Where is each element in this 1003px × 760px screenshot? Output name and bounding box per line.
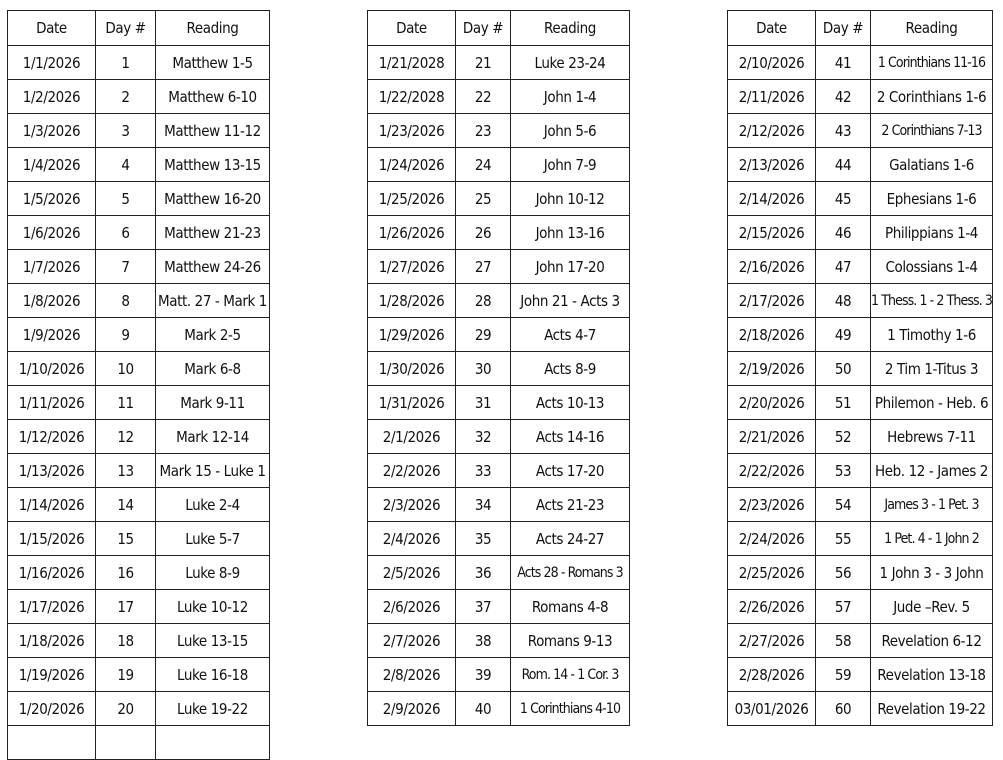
reading-cell: Heb. 12 - James 2	[871, 454, 993, 488]
day-cell: 16	[96, 556, 156, 590]
table-row	[368, 624, 630, 658]
reading-cell: Hebrews 7-11	[871, 420, 993, 454]
table-row	[8, 692, 270, 726]
date-cell: 2/9/2026	[368, 692, 456, 726]
table-row	[368, 216, 630, 250]
day-header: Day #	[816, 11, 871, 46]
day-cell: 18	[96, 624, 156, 658]
header-row	[368, 11, 630, 46]
day-cell: 34	[456, 488, 511, 522]
date-cell: 2/4/2026	[368, 522, 456, 556]
table-row	[368, 488, 630, 522]
table-row	[728, 590, 993, 624]
day-cell: 3	[96, 114, 156, 148]
day-cell: 40	[456, 692, 511, 726]
reading-header: Reading	[511, 11, 630, 46]
date-cell: 2/18/2026	[728, 318, 816, 352]
reading-cell: Matthew 16-20	[156, 182, 270, 216]
date-cell: 1/2/2026	[8, 80, 96, 114]
date-cell: 2/17/2026	[728, 284, 816, 318]
table-row	[8, 46, 270, 80]
table-row	[728, 624, 993, 658]
day-cell: 45	[816, 182, 871, 216]
day-header: Day #	[96, 11, 156, 46]
reading-cell: Luke 23-24	[511, 46, 630, 80]
reading-cell: Revelation 19-22	[871, 692, 993, 726]
reading-cell: Luke 16-18	[156, 658, 270, 692]
table-row	[368, 318, 630, 352]
reading-cell: Philippians 1-4	[871, 216, 993, 250]
reading-cell: 1 Timothy 1-6	[871, 318, 993, 352]
table-row	[728, 556, 993, 590]
date-cell: 2/24/2026	[728, 522, 816, 556]
day-cell: 33	[456, 454, 511, 488]
table-row	[8, 114, 270, 148]
day-header: Day #	[456, 11, 511, 46]
header-row	[728, 11, 993, 46]
day-cell: 35	[456, 522, 511, 556]
date-cell: 1/23/2026	[368, 114, 456, 148]
date-cell: 2/1/2026	[368, 420, 456, 454]
date-cell: 2/21/2026	[728, 420, 816, 454]
date-cell: 2/27/2026	[728, 624, 816, 658]
reading-cell: Jude –Rev. 5	[871, 590, 993, 624]
reading-cell: Ephesians 1-6	[871, 182, 993, 216]
table-row	[728, 386, 993, 420]
date-cell: 2/7/2026	[368, 624, 456, 658]
reading-cell: John 17-20	[511, 250, 630, 284]
reading-cell: John 10-12	[511, 182, 630, 216]
date-cell: 2/3/2026	[368, 488, 456, 522]
table-row	[728, 658, 993, 692]
date-cell: 1/26/2026	[368, 216, 456, 250]
table-row	[8, 658, 270, 692]
day-cell: 38	[456, 624, 511, 658]
date-cell: 03/01/2026	[728, 692, 816, 726]
day-cell: 39	[456, 658, 511, 692]
table-row	[8, 80, 270, 114]
table-row	[368, 590, 630, 624]
day-cell: 24	[456, 148, 511, 182]
date-cell: 2/23/2026	[728, 488, 816, 522]
day-cell: 58	[816, 624, 871, 658]
reading-cell: Acts 24-27	[511, 522, 630, 556]
reading-cell: John 21 - Acts 3	[511, 284, 630, 318]
day-cell: 57	[816, 590, 871, 624]
day-cell: 30	[456, 352, 511, 386]
reading-cell: 1 Corinthians 11-16	[871, 46, 993, 80]
day-cell: 46	[816, 216, 871, 250]
day-cell: 4	[96, 148, 156, 182]
date-cell: 1/19/2026	[8, 658, 96, 692]
date-cell: 1/6/2026	[8, 216, 96, 250]
reading-cell: 1 Corinthians 4-10	[511, 692, 630, 726]
reading-cell: 1 Pet. 4 - 1 John 2	[871, 522, 993, 556]
reading-cell: Mark 9-11	[156, 386, 270, 420]
reading-cell: Mark 15 - Luke 1	[156, 454, 270, 488]
table-row	[728, 488, 993, 522]
table-row	[368, 352, 630, 386]
day-cell: 51	[816, 386, 871, 420]
day-cell: 15	[96, 522, 156, 556]
day-cell: 7	[96, 250, 156, 284]
date-cell: 1/30/2026	[368, 352, 456, 386]
reading-cell: Matt. 27 - Mark 1	[156, 284, 270, 318]
day-cell: 14	[96, 488, 156, 522]
date-cell: 2/20/2026	[728, 386, 816, 420]
day-cell: 5	[96, 182, 156, 216]
empty-row	[8, 726, 270, 760]
reading-cell: Acts 10-13	[511, 386, 630, 420]
table-row	[728, 692, 993, 726]
table-row	[728, 80, 993, 114]
reading-table-1	[7, 10, 270, 760]
day-cell: 48	[816, 284, 871, 318]
table-row	[368, 148, 630, 182]
day-cell: 31	[456, 386, 511, 420]
table-row	[368, 182, 630, 216]
day-cell: 13	[96, 454, 156, 488]
table-row	[368, 386, 630, 420]
day-cell: 43	[816, 114, 871, 148]
reading-cell: Revelation 13-18	[871, 658, 993, 692]
reading-cell: Matthew 13-15	[156, 148, 270, 182]
table-row	[8, 284, 270, 318]
day-cell: 1	[96, 46, 156, 80]
date-cell: 2/6/2026	[368, 590, 456, 624]
date-cell: 1/10/2026	[8, 352, 96, 386]
table-row	[8, 250, 270, 284]
date-cell: 2/22/2026	[728, 454, 816, 488]
empty-cell	[156, 726, 270, 760]
date-cell: 1/5/2026	[8, 182, 96, 216]
table-row	[368, 420, 630, 454]
date-cell: 1/21/2028	[368, 46, 456, 80]
table-row	[8, 352, 270, 386]
day-cell: 56	[816, 556, 871, 590]
date-cell: 1/29/2026	[368, 318, 456, 352]
table-row	[728, 216, 993, 250]
header-row	[8, 11, 270, 46]
date-cell: 1/1/2026	[8, 46, 96, 80]
reading-cell: Galatians 1-6	[871, 148, 993, 182]
reading-cell: Mark 2-5	[156, 318, 270, 352]
day-cell: 28	[456, 284, 511, 318]
reading-cell: 2 Tim 1-Titus 3	[871, 352, 993, 386]
day-cell: 44	[816, 148, 871, 182]
reading-cell: Colossians 1-4	[871, 250, 993, 284]
day-cell: 22	[456, 80, 511, 114]
date-cell: 1/27/2026	[368, 250, 456, 284]
reading-cell: Acts 17-20	[511, 454, 630, 488]
date-cell: 1/4/2026	[8, 148, 96, 182]
table-row	[8, 522, 270, 556]
day-cell: 41	[816, 46, 871, 80]
reading-cell: 2 Corinthians 7-13	[871, 114, 993, 148]
reading-cell: James 3 - 1 Pet. 3	[871, 488, 993, 522]
day-cell: 21	[456, 46, 511, 80]
table-row	[8, 318, 270, 352]
table-row	[368, 658, 630, 692]
date-cell: 1/3/2026	[8, 114, 96, 148]
date-header: Date	[728, 11, 816, 46]
table-row	[728, 522, 993, 556]
table-row	[728, 284, 993, 318]
reading-cell: Acts 28 - Romans 3	[511, 556, 630, 590]
reading-cell: John 7-9	[511, 148, 630, 182]
date-cell: 1/16/2026	[8, 556, 96, 590]
reading-cell: Mark 12-14	[156, 420, 270, 454]
reading-cell: Luke 2-4	[156, 488, 270, 522]
table-row	[8, 182, 270, 216]
date-cell: 1/9/2026	[8, 318, 96, 352]
empty-cell	[96, 726, 156, 760]
table-row	[368, 114, 630, 148]
reading-cell: Romans 9-13	[511, 624, 630, 658]
day-cell: 37	[456, 590, 511, 624]
date-cell: 1/17/2026	[8, 590, 96, 624]
table-row	[368, 46, 630, 80]
date-cell: 2/5/2026	[368, 556, 456, 590]
reading-cell: Luke 19-22	[156, 692, 270, 726]
table-row	[368, 692, 630, 726]
reading-cell: Luke 10-12	[156, 590, 270, 624]
day-cell: 55	[816, 522, 871, 556]
reading-cell: Philemon - Heb. 6	[871, 386, 993, 420]
date-cell: 2/15/2026	[728, 216, 816, 250]
day-cell: 9	[96, 318, 156, 352]
table-row	[728, 352, 993, 386]
day-cell: 26	[456, 216, 511, 250]
reading-cell: Matthew 1-5	[156, 46, 270, 80]
date-cell: 1/28/2026	[368, 284, 456, 318]
table-row	[728, 114, 993, 148]
table-row	[8, 148, 270, 182]
table-row	[8, 590, 270, 624]
table-row	[728, 148, 993, 182]
reading-cell: Matthew 6-10	[156, 80, 270, 114]
date-cell: 1/13/2026	[8, 454, 96, 488]
day-cell: 47	[816, 250, 871, 284]
date-cell: 2/12/2026	[728, 114, 816, 148]
table-row	[8, 216, 270, 250]
table-row	[368, 454, 630, 488]
day-cell: 8	[96, 284, 156, 318]
reading-cell: John 1-4	[511, 80, 630, 114]
reading-cell: Acts 21-23	[511, 488, 630, 522]
table-row	[8, 386, 270, 420]
date-cell: 2/19/2026	[728, 352, 816, 386]
day-cell: 29	[456, 318, 511, 352]
day-cell: 17	[96, 590, 156, 624]
day-cell: 20	[96, 692, 156, 726]
date-cell: 2/26/2026	[728, 590, 816, 624]
table-row	[728, 250, 993, 284]
reading-cell: John 5-6	[511, 114, 630, 148]
date-cell: 2/14/2026	[728, 182, 816, 216]
reading-cell: 2 Corinthians 1-6	[871, 80, 993, 114]
date-cell: 1/22/2028	[368, 80, 456, 114]
reading-cell: Luke 5-7	[156, 522, 270, 556]
reading-cell: Acts 8-9	[511, 352, 630, 386]
date-header: Date	[8, 11, 96, 46]
reading-cell: Mark 6-8	[156, 352, 270, 386]
empty-cell	[8, 726, 96, 760]
day-cell: 10	[96, 352, 156, 386]
table-row	[8, 556, 270, 590]
table-row	[728, 454, 993, 488]
date-cell: 2/11/2026	[728, 80, 816, 114]
day-cell: 60	[816, 692, 871, 726]
reading-header: Reading	[156, 11, 270, 46]
date-cell: 1/7/2026	[8, 250, 96, 284]
reading-cell: John 13-16	[511, 216, 630, 250]
date-cell: 2/25/2026	[728, 556, 816, 590]
table-row	[728, 318, 993, 352]
date-cell: 1/8/2026	[8, 284, 96, 318]
date-cell: 2/13/2026	[728, 148, 816, 182]
reading-cell: 1 John 3 - 3 John	[871, 556, 993, 590]
date-cell: 2/8/2026	[368, 658, 456, 692]
date-cell: 2/28/2026	[728, 658, 816, 692]
table-row	[8, 420, 270, 454]
day-cell: 54	[816, 488, 871, 522]
day-cell: 50	[816, 352, 871, 386]
reading-cell: Romans 4-8	[511, 590, 630, 624]
day-cell: 2	[96, 80, 156, 114]
date-cell: 1/12/2026	[8, 420, 96, 454]
day-cell: 42	[816, 80, 871, 114]
date-cell: 1/18/2026	[8, 624, 96, 658]
day-cell: 12	[96, 420, 156, 454]
day-cell: 52	[816, 420, 871, 454]
reading-cell: Matthew 24-26	[156, 250, 270, 284]
reading-cell: Matthew 11-12	[156, 114, 270, 148]
reading-cell: Acts 14-16	[511, 420, 630, 454]
day-cell: 19	[96, 658, 156, 692]
date-cell: 2/2/2026	[368, 454, 456, 488]
day-cell: 23	[456, 114, 511, 148]
table-row	[368, 284, 630, 318]
day-cell: 6	[96, 216, 156, 250]
day-cell: 53	[816, 454, 871, 488]
date-cell: 1/11/2026	[8, 386, 96, 420]
table-row	[728, 182, 993, 216]
reading-cell: Revelation 6-12	[871, 624, 993, 658]
date-cell: 1/14/2026	[8, 488, 96, 522]
table-row	[368, 522, 630, 556]
reading-header: Reading	[871, 11, 993, 46]
table-row	[728, 46, 993, 80]
day-cell: 11	[96, 386, 156, 420]
reading-cell: Acts 4-7	[511, 318, 630, 352]
table-row	[368, 250, 630, 284]
table-row	[368, 80, 630, 114]
reading-cell: Rom. 14 - 1 Cor. 3	[511, 658, 630, 692]
date-cell: 1/25/2026	[368, 182, 456, 216]
date-header: Date	[368, 11, 456, 46]
table-row	[8, 624, 270, 658]
date-cell: 2/10/2026	[728, 46, 816, 80]
date-cell: 1/31/2026	[368, 386, 456, 420]
day-cell: 59	[816, 658, 871, 692]
day-cell: 32	[456, 420, 511, 454]
reading-cell: Luke 8-9	[156, 556, 270, 590]
reading-table-2	[367, 10, 630, 726]
day-cell: 36	[456, 556, 511, 590]
day-cell: 25	[456, 182, 511, 216]
table-row	[8, 488, 270, 522]
date-cell: 2/16/2026	[728, 250, 816, 284]
reading-cell: 1 Thess. 1 - 2 Thess. 3	[871, 284, 993, 318]
reading-cell: Matthew 21-23	[156, 216, 270, 250]
reading-table-3	[727, 10, 993, 726]
table-row	[368, 556, 630, 590]
date-cell: 1/20/2026	[8, 692, 96, 726]
table-row	[728, 420, 993, 454]
reading-cell: Luke 13-15	[156, 624, 270, 658]
table-row	[8, 454, 270, 488]
date-cell: 1/15/2026	[8, 522, 96, 556]
date-cell: 1/24/2026	[368, 148, 456, 182]
day-cell: 49	[816, 318, 871, 352]
day-cell: 27	[456, 250, 511, 284]
